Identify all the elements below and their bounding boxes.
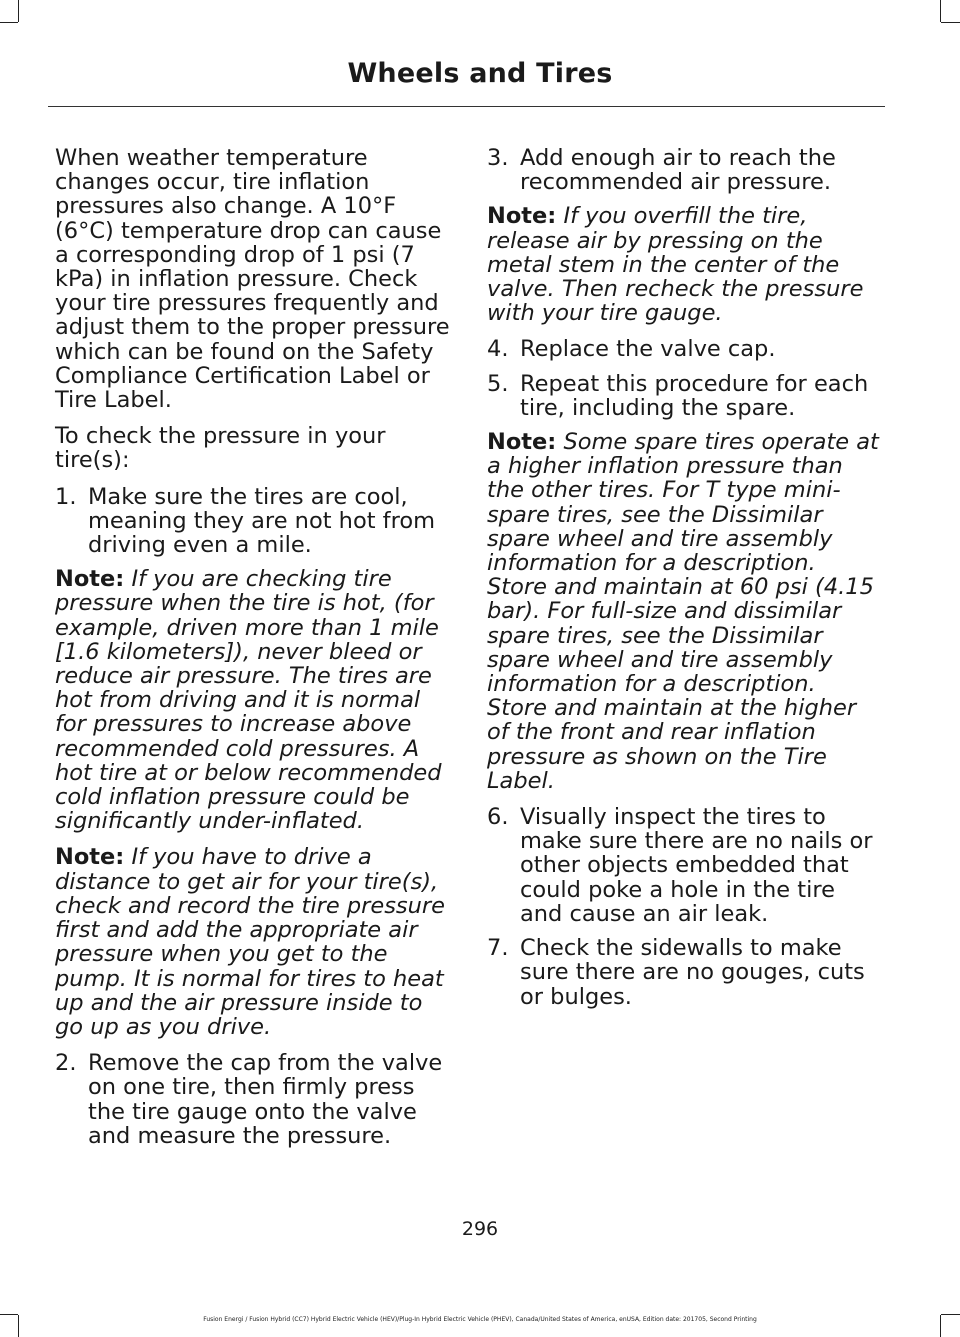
footer-text: Fusion Energi / Fusion Hybrid (CC7) Hybrid Electric Vehicle (HEV)/Plug-In Hybrid Electric Vehicle (PHEV), Canada/United States of America, enUSA, Edition date: 201705, Second Printing (203, 1316, 757, 1323)
note-label: Note: (55, 844, 125, 871)
note-label: Note: (487, 429, 557, 456)
left-column (55, 146, 450, 1158)
step-text: Make sure the tires are cool, meaning they are not hot from driving even a mile. (88, 483, 436, 559)
step-3 (487, 146, 882, 194)
crop-mark (18, 0, 19, 22)
header-divider (48, 106, 885, 107)
step-text: Remove the cap from the valve on one tire, then firmly press the tire gauge onto the valve and measure the pressure. (88, 1050, 443, 1149)
note-label: Note: (487, 203, 557, 230)
step-text: Add enough air to reach the recommended air pressure. (520, 145, 836, 196)
step-number: 3. (487, 145, 509, 171)
note-text: If you overfill the tire, release air by pressing on the metal stem in the center of the valve. Then recheck the pressure with your tire gauge. (487, 203, 864, 327)
crop-mark (0, 1314, 18, 1315)
step-4 (487, 337, 882, 361)
step-1 (55, 485, 450, 558)
right-column (487, 146, 882, 1019)
crop-mark (941, 22, 960, 23)
step-number: 6. (487, 804, 509, 831)
step-number: 4. (487, 336, 509, 363)
note-text: If you have to drive a distance to get air for your tire(s), check and record the tire pressure first and add the appropriate air pressure when you get to the pump. It is normal for tires to heat up and the air pressure inside to go up as you drive. (55, 844, 445, 1040)
step-number: 1. (55, 483, 77, 510)
step-text: Repeat this procedure for each tire, including the spare. (520, 370, 869, 421)
step-5 (487, 372, 882, 420)
note-spare-tires (487, 430, 882, 793)
note-text: Some spare tires operate at a higher inflation pressure than the other tires. For T type mini-spare tires, see the Dissimilar spare wheel and tire assembly information for a description. Store and maintain at 60 psi (4.15 bar). For full-size and dissimilar spare tires, see the Dissimilar spare wheel and tire assembly information for a description. Store and maintain at the higher of the front and rear inflation pressure as shown on the Tire Label. (487, 429, 879, 794)
step-2 (55, 1051, 450, 1148)
crop-mark (941, 1314, 960, 1315)
note-overfill (487, 204, 882, 325)
step-number: 2. (55, 1050, 77, 1077)
step-number: 7. (487, 935, 509, 962)
step-6 (487, 805, 882, 926)
step-text: Visually inspect the tires to make sure there are no nails or other objects embedded that could poke a hole in the tire and cause an air leak. (520, 804, 873, 927)
step-text: Replace the valve cap. (520, 336, 776, 363)
step-text: Check the sidewalls to make sure there are no gouges, cuts or bulges. (520, 935, 865, 1010)
crop-mark (0, 22, 18, 23)
note-hot-tire (55, 567, 450, 833)
page-title: Wheels and Tires (347, 58, 613, 89)
note-label: Note: (55, 566, 125, 593)
step-7 (487, 936, 882, 1009)
note-drive-distance (55, 845, 450, 1039)
step-number: 5. (487, 370, 509, 397)
crop-mark (940, 0, 941, 22)
intro-paragraph: When weather temperature changes occur, tire inflation pressures also change. A 10°F (6°C) temperature drop can cause a corresponding drop of 1 psi (7 kPa) in inflation pressure. Check your tire pressures frequently and adjust them to the proper pressure which can be found on the Safety Compliance Certification Label or Tire Label. (55, 145, 450, 414)
note-text: If you are checking tire pressure when the tire is hot, (for example, driven more than 1 mile [1.6 kilometers]), never bleed or reduce air pressure. The tires are hot from driving and it is normal for pressures to increase above recommended cold pressures. A hot tire at or below recommended cold inflation pressure could be significantly under-inflated. (55, 566, 442, 835)
page-number: 296 (461, 1218, 499, 1240)
check-intro: To check the pressure in your tire(s): (55, 423, 386, 474)
